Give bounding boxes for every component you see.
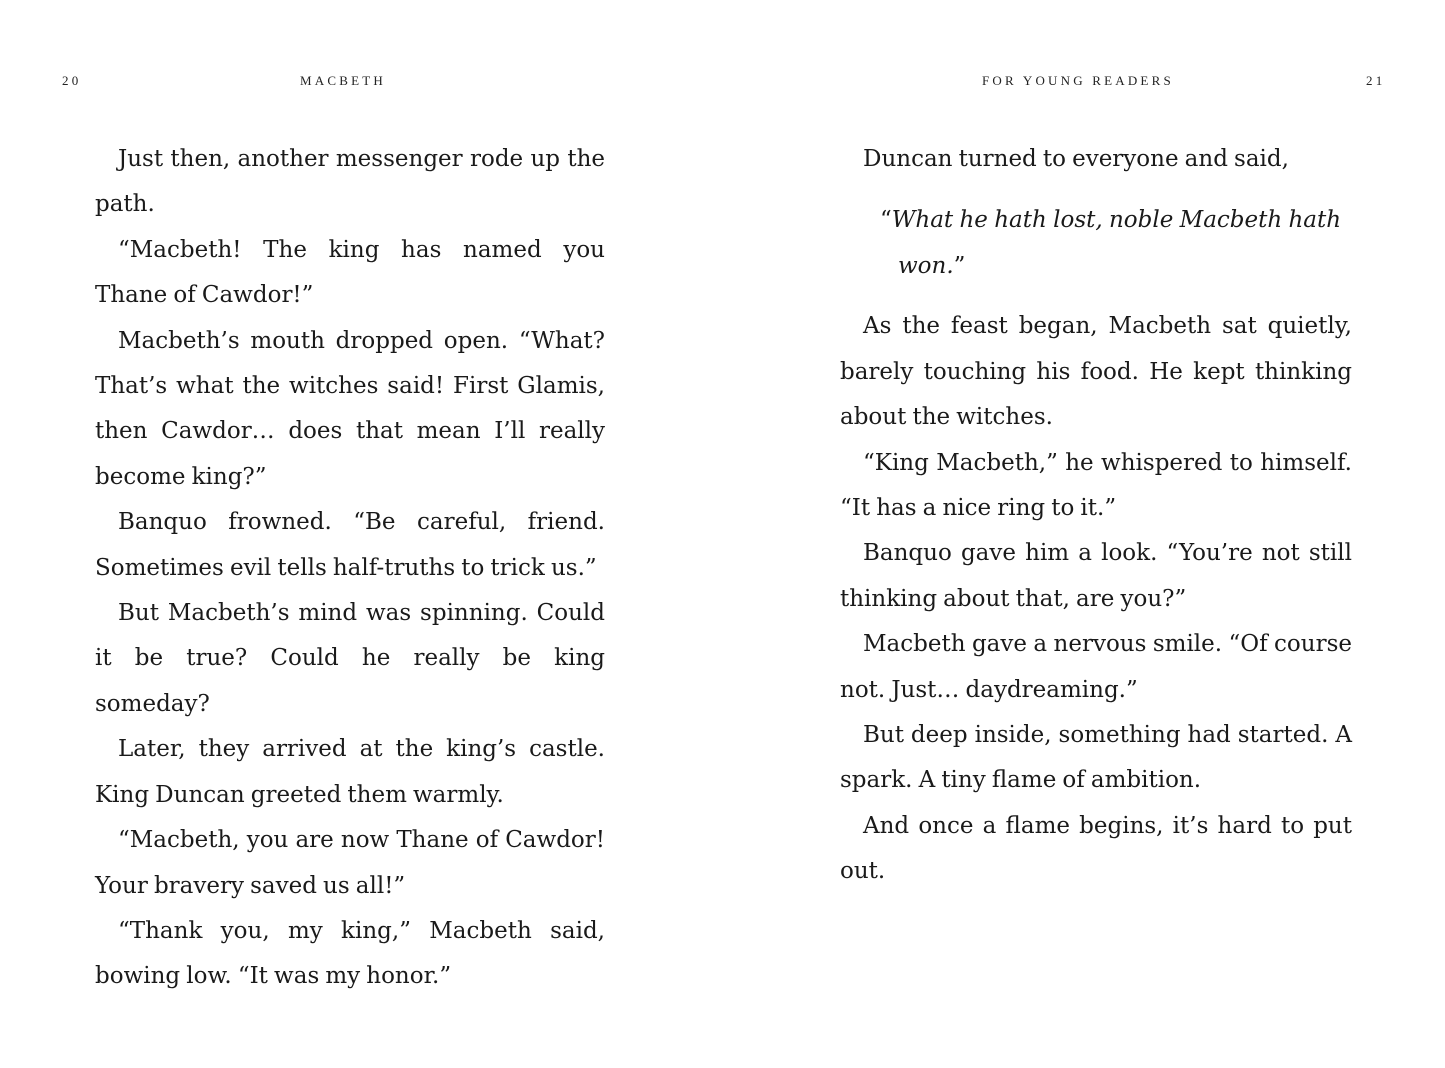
paragraph: But deep inside, something had started. A spark. A tiny flame of ambition. (840, 722, 1352, 794)
paragraph: “Macbeth! The king has named you Thane of Cawdor!” (95, 236, 605, 309)
paragraph: “Thank you, my king,” Macbeth said, bowing low. “It was my honor.” (95, 917, 605, 990)
close-quote-mark: ” (953, 253, 966, 280)
paragraph: “Macbeth, you are now Thane of Cawdor! Your bravery saved us all!” (95, 827, 605, 899)
paragraph: Macbeth’s mouth dropped open. “What? That’s what the witches said! First Glamis, then Cawdor… does that mean I’ll really become king?” (95, 327, 605, 490)
open-quote-mark: “ (880, 207, 892, 234)
paragraph: Banquo gave him a look. “You’re not still thinking about that, are you?” (840, 540, 1352, 612)
left-page-body (95, 137, 605, 1000)
paragraph: And once a flame begins, it’s hard to put out. (840, 812, 1352, 885)
paragraph: Macbeth gave a nervous smile. “Of course not. Just… daydreaming.” (840, 631, 1352, 703)
running-head-left: MACBETH (300, 73, 386, 88)
block-quote (880, 197, 1352, 289)
page-number-right: 21 (1366, 73, 1386, 88)
right-page (722, 0, 1445, 1068)
left-page (0, 0, 722, 1068)
right-page-body (840, 137, 1352, 895)
paragraph: Just then, another messenger rode up the path. (95, 146, 605, 218)
paragraph: “King Macbeth,” he whispered to himself. “It has a nice ring to it.” (840, 449, 1352, 522)
quote-text: What he hath lost, noble Macbeth hath won. (891, 207, 1342, 280)
paragraph: But Macbeth’s mind was spinning. Could it be true? Could he really be king someday? (95, 600, 605, 717)
page-number-left: 20 (62, 73, 82, 88)
paragraph: As the feast began, Macbeth sat quietly, barely touching his food. He kept thinking about the witches. (840, 313, 1352, 431)
paragraph-intro: Duncan turned to everyone and said, (863, 146, 1289, 172)
paragraph: Banquo frowned. “Be careful, friend. Sometimes evil tells half-truths to trick us.” (95, 509, 605, 581)
paragraph: Later, they arrived at the king’s castle. King Duncan greeted them warmly. (95, 736, 605, 808)
running-head-right: FOR YOUNG READERS (982, 73, 1174, 88)
